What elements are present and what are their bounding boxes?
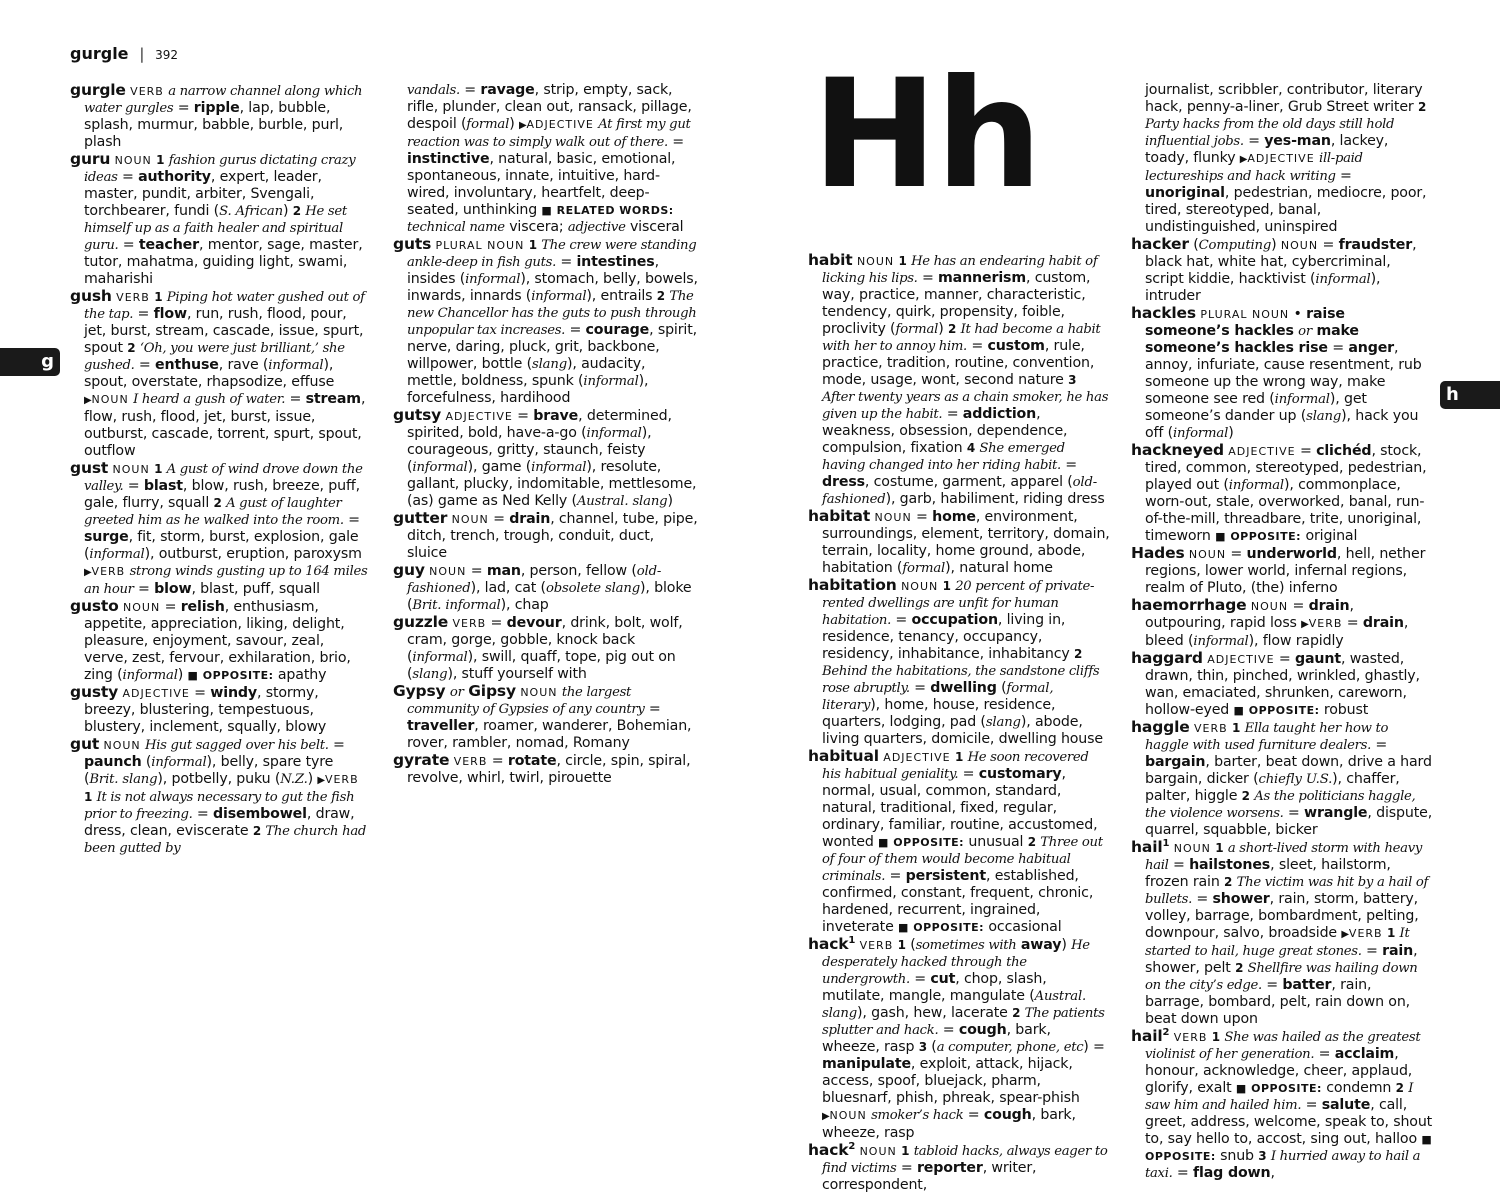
dictionary-entry: journalist, scribbler, contributor, literary hack, penny-a-liner, Grub Street writer 2 Party hacks from the old days still hold influential jobs. = yes-man, lackey, toady, flunky ▶ADJECTIVE ill-paid lectureships and hack writing = unoriginal, pedestrian, mediocre, poor, tired, stereotyped, banal, undistinguished, uninspired xyxy=(1145,82,1427,235)
header-separator: | xyxy=(139,45,145,63)
dictionary-entry: habit NOUN 1 He has an endearing habit of licking his lips. = mannerism, custom, way, practice, manner, characteristic, tendency, quirk, propensity, foible, proclivity (formal) 2 It had become a habit with her to annoy him. = custom, rule, practice, tradition, routine, convention, mode, usage, wont, second nature 3 After twenty years as a chain smoker, he has given up the habit. = addiction, weakness, obsession, dependence, compulsion, fixation 4 She emerged having changed into her riding habit. = dress, costume, garment, apparel (old-fashioned), garb, habiliment, riding dress xyxy=(808,251,1109,507)
running-header xyxy=(70,44,178,63)
dictionary-entry: habitation NOUN 1 20 percent of private-rented dwellings are unfit for human habitation. = occupation, living in, residence, tenancy, occupancy, residency, inhabitance, inhabitancy 2 Behind the habitations, the sandstone cliffs rose abruptly. = dwelling (formal, literary), home, house, residence, quarters, lodging, pad (slang), abode, living quarters, domicile, dwelling house xyxy=(808,576,1103,747)
dictionary-entry: gush VERB 1 Piping hot water gushed out of the tap. = flow, run, rush, flood, pour, jet, burst, stream, cascade, issue, spurt, spout 2 ‘Oh, you were just brilliant,’ she gushed. = enthuse, rave (informal), spout, overstate, rhapsodize, effuse ▶NOUN I heard a gush of water. = stream, flow, rush, flood, jet, burst, issue, outburst, cascade, torrent, spurt, spout, outflow xyxy=(70,287,366,459)
dictionary-entry: gust NOUN 1 A gust of wind drove down the valley. = blast, blow, rush, breeze, puff, gale, flurry, squall 2 A gust of laughter greeted him as he walked into the room. = surge, fit, storm, burst, explosion, gale (informal), outburst, eruption, paroxysm ▶VERB strong winds gusting up to 164 miles an hour = blow, blast, puff, squall xyxy=(70,459,368,597)
dictionary-entry: gusto NOUN = relish, enthusiasm, appetite, appreciation, liking, delight, pleasure, enjoyment, savour, zeal, verve, zest, fervour, exhilaration, brio, zing (informal) ■ OPPOSITE: apathy xyxy=(70,598,370,684)
thumb-tab-g: g xyxy=(0,348,60,376)
column-3 xyxy=(808,252,1110,1194)
dictionary-entry: gurgle VERB a narrow channel along which water gurgles = ripple, lap, bubble, splash, murmur, babble, burble, purl, plash xyxy=(70,81,363,150)
thumb-tab-h: h xyxy=(1440,381,1500,409)
dictionary-entry: Gypsy or Gipsy NOUN the largest community of Gypsies of any country = traveller, roamer, wanderer, Bohemian, rover, rambler, nomad, Romany xyxy=(393,682,692,751)
dictionary-entry: gyrate VERB = rotate, circle, spin, spiral, revolve, whirl, twirl, pirouette xyxy=(393,751,691,786)
dictionary-entry: hackles PLURAL NOUN • raise someone’s hackles or make someone’s hackles rise = anger, annoy, infuriate, cause resentment, rub someone up the wrong way, make someone see red (informal), get someone’s dander up (slang), hack you off (informal) xyxy=(1131,304,1422,441)
dictionary-entry: gutsy ADJECTIVE = brave, determined, spirited, bold, have-a-go (informal), courageous, gritty, staunch, feisty (informal), game (informal), resolute, gallant, plucky, indomitable, mettlesome, (as) game as Ned Kelly (Austral. slang) xyxy=(393,406,697,509)
column-1 xyxy=(70,82,370,857)
header-headword: gurgle xyxy=(70,44,129,63)
dictionary-entry: vandals. = ravage, strip, empty, sack, rifle, plunder, clean out, ransack, pillage, despoil (formal) ▶ADJECTIVE At first my gut reaction was to simply walk out of there. = instinctive, natural, basic, emotional, spontaneous, innate, intuitive, hard-wired, involuntary, heartfelt, deep-seated, unthinking ■ RELATED WORDS: technical name viscera; adjective visceral xyxy=(393,82,698,236)
dictionary-entry: habitat NOUN = home, environment, surroundings, element, territory, domain, terrain, locality, home ground, abode, habitation (formal), natural home xyxy=(808,507,1110,576)
dictionary-entry: haggard ADJECTIVE = gaunt, wasted, drawn, thin, pinched, wrinkled, ghastly, wan, emaciated, shrunken, careworn, hollow-eyed ■ OPPOSITE: robust xyxy=(1131,650,1433,719)
dictionary-entry: gut NOUN His gut sagged over his belt. = paunch (informal), belly, spare tyre (Brit. slang), potbelly, puku (N.Z.) ▶VERB 1 It is not always necessary to gut the fish prior to freezing. = disembowel, draw, dress, clean, eviscerate 2 The church had been gutted by xyxy=(70,735,367,856)
column-4 xyxy=(1131,82,1433,1182)
dictionary-entry: hail$^1$ NOUN 1 a short-lived storm with heavy hail = hailstones, sleet, hailstorm, frozen rain 2 The victim was hit by a hail of bullets. = shower, rain, storm, battery, volley, barrage, bombardment, pelting, downpour, salvo, broadside ▶VERB 1 It started to hail, huge great stones. = rain, shower, pelt 2 Shellfire was hailing down on the city’s edge. = batter, rain, barrage, bombard, pelt, rain down on, beat down upon xyxy=(1131,837,1429,1027)
dictionary-entry: haggle VERB 1 Ella taught her how to haggle with used furniture dealers. = bargain, barter, beat down, drive a hard bargain, dicker (chiefly U.S.), chaffer, palter, higgle 2 As the politicians haggle, the violence worsens. = wrangle, dispute, quarrel, squabble, bicker xyxy=(1131,718,1433,838)
section-letter: Hh xyxy=(812,48,1041,222)
dictionary-entry: habitual ADJECTIVE 1 He soon recovered his habitual geniality. = customary, normal, usual, common, standard, natural, traditional, fixed, regular, ordinary, familiar, routine, accustomed, wonted ■ OPPOSITE: unusual 2 Three out of four of them would become habitual criminals. = persistent, established, confirmed, constant, frequent, chronic, hardened, recurrent, ingrained, inveterate ■ OPPOSITE: occasional xyxy=(808,748,1110,936)
page-number: 392 xyxy=(155,48,179,62)
dictionary-entry: guts PLURAL NOUN 1 The crew were standing ankle-deep in fish guts. = intestines, insides (informal), stomach, belly, bowels, inwards, innards (informal), entrails 2 The new Chancellor has the guts to push through unpopular tax increases. = courage, spirit, nerve, daring, pluck, grit, backbone, willpower, bottle (slang), audacity, mettle, boldness, spunk (informal), forcefulness, hardihood xyxy=(393,235,698,406)
dictionary-entry: Hades NOUN = underworld, hell, nether regions, lower world, infernal regions, realm of Pluto, (the) inferno xyxy=(1131,544,1426,596)
dictionary-entry: guru NOUN 1 fashion gurus dictating crazy ideas = authority, expert, leader, master, pundit, arbiter, Svengali, torchbearer, fundi (S. African) 2 He set himself up as a faith healer and spiritual guru. = teacher, mentor, sage, master, tutor, mahatma, guiding light, swami, maharishi xyxy=(70,150,363,287)
dictionary-entry: gusty ADJECTIVE = windy, stormy, breezy, blustering, tempestuous, blustery, inclement, squally, blowy xyxy=(70,683,327,735)
dictionary-entry: hackneyed ADJECTIVE = clichéd, stock, tired, common, stereotyped, pedestrian, played out (informal), commonplace, worn-out, stale, overworked, banal, run-of-the-mill, threadbare, trite, unoriginal, timeworn ■ OPPOSITE: original xyxy=(1131,442,1433,545)
dictionary-entry: hacker (Computing) NOUN = fraudster, black hat, white hat, cybercriminal, script kiddie, hacktivist (informal), intruder xyxy=(1131,235,1417,304)
dictionary-entry: guy NOUN = man, person, fellow (old-fashioned), lad, cat (obsolete slang), bloke (Brit. informal), chap xyxy=(393,561,692,613)
dictionary-entry: guzzle VERB = devour, drink, bolt, wolf, cram, gorge, gobble, knock back (informal), swill, quaff, tope, pig out on (slang), stuff yourself with xyxy=(393,613,683,682)
dictionary-entry: hack$^2$ NOUN 1 tabloid hacks, always eager to find victims = reporter, writer, correspondent, xyxy=(808,1140,1108,1193)
column-2 xyxy=(393,82,698,787)
dictionary-entry: hail$^2$ VERB 1 She was hailed as the greatest violinist of her generation. = acclaim, honour, acknowledge, cheer, applaud, glorify, exalt ■ OPPOSITE: condemn 2 I saw him and hailed him. = salute, call, greet, address, welcome, speak to, shout to, say hello to, accost, sing out, halloo ■ OPPOSITE: snub 3 I hurried away to hail a taxi. = flag down, xyxy=(1131,1028,1433,1182)
dictionary-entry: gutter NOUN = drain, channel, tube, pipe, ditch, trench, trough, conduit, duct, sluice xyxy=(393,509,698,561)
dictionary-entry: hack$^1$ VERB 1 (sometimes with away) He desperately hacked through the undergrowth. = cut, chop, slash, mutilate, mangle, mangulate (Austral. slang), gash, hew, lacerate 2 The patients splutter and hack. = cough, bark, wheeze, rasp 3 (a computer, phone, etc) = manipulate, exploit, attack, hijack, access, spoof, bluejack, pharm, bluesnarf, phish, phreak, spear-phish ▶NOUN smoker’s hack = cough, bark, wheeze, rasp xyxy=(808,934,1105,1141)
dictionary-entry: haemorrhage NOUN = drain, outpouring, rapid loss ▶VERB = drain, bleed (informal), flow rapidly xyxy=(1131,596,1409,649)
